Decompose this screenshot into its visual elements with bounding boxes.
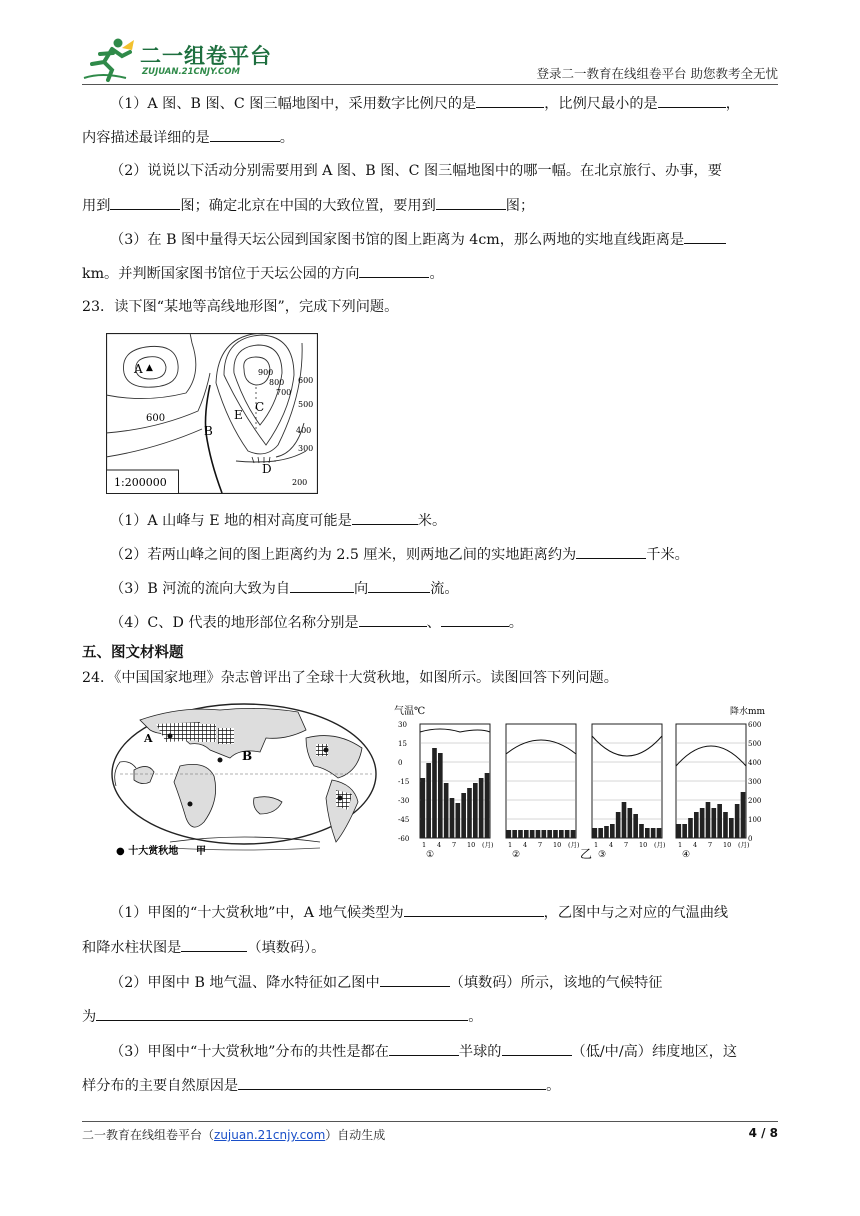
chart-label-yi: 乙 [580, 847, 593, 860]
precip-bar [657, 828, 662, 838]
precip-bar [741, 792, 746, 838]
answer-blank[interactable] [210, 127, 280, 142]
precip-bar [512, 830, 517, 838]
month-tick-label: 7 [708, 841, 713, 849]
month-tick-label: 4 [437, 841, 442, 849]
q24-part1-line2: 和降水柱状图是 （填数码）。 [82, 937, 325, 958]
site-logo[interactable] [82, 34, 282, 84]
month-tick-label: (月) [654, 841, 666, 849]
runner-logo-icon [82, 34, 140, 84]
svg-text:600: 600 [146, 413, 166, 424]
panel-number-label: ④ [682, 850, 691, 860]
contour-map-figure [106, 333, 318, 494]
precip-bar [547, 830, 552, 838]
panel-number-label: ② [512, 850, 521, 860]
precip-bar [485, 773, 490, 838]
q23-part1: （1）A 山峰与 E 地的相对高度可能是 米。 [110, 510, 446, 531]
answer-blank[interactable] [238, 1075, 546, 1090]
q24-part1-line1: （1）甲图的“十大赏秋地”中，A 地气候类型为 ，乙图中与之对应的气温曲线 [110, 902, 728, 923]
answer-blank[interactable] [502, 1041, 572, 1056]
answer-blank[interactable] [404, 902, 544, 917]
month-tick-label: 10 [467, 841, 476, 849]
climate-panel [420, 724, 494, 860]
answer-blank[interactable] [389, 1041, 459, 1056]
precip-bar [717, 804, 722, 838]
precip-bar [438, 753, 443, 838]
header-slogan[interactable]: 登录二一教育在线组卷平台 助您教考全无忧 [536, 66, 778, 81]
svg-text:800: 800 [269, 378, 285, 387]
climate-panel [676, 724, 753, 860]
precip-bar [700, 808, 705, 838]
label-b: B [204, 424, 213, 438]
svg-text:900: 900 [258, 368, 274, 377]
precip-bar [604, 826, 609, 838]
month-tick-label: 7 [538, 841, 543, 849]
map-label-jia: 甲 [196, 846, 206, 857]
precip-bar [645, 828, 650, 838]
footer-divider [82, 1121, 778, 1122]
q23-part3: （3）B 河流的流向大致为自 向 流。 [110, 578, 459, 599]
left-tick-label: -15 [398, 778, 410, 786]
chart-right-axis-title: 降水mm [730, 707, 766, 717]
q22-part1-line2: 内容描述最详细的是 。 [82, 127, 294, 148]
q22-part2-line1: （2）说说以下活动分别需要用到 A 图、B 图、C 图三幅地图中的哪一幅。在北京旅行、办事，要 [110, 163, 722, 179]
svg-text:▲: ▲ [146, 363, 153, 373]
answer-blank[interactable] [368, 578, 430, 593]
answer-blank[interactable] [476, 93, 544, 108]
precip-bar [421, 778, 426, 838]
map-legend: ● 十大赏秋地 [116, 846, 179, 857]
right-tick-label: 400 [748, 759, 762, 767]
footer-link[interactable]: zujuan.21cnjy.com [214, 1128, 326, 1142]
svg-text:400: 400 [296, 426, 312, 435]
temperature-curve [592, 736, 662, 756]
month-tick-label: 1 [508, 841, 513, 849]
label-d: D [262, 462, 272, 476]
svg-text:A: A [144, 732, 153, 745]
q22-part1-line1: （1）A 图、B 图、C 图三幅地图中，采用数字比例尺的是 ，比例尺最小的是 ， [110, 93, 740, 114]
precip-bar [622, 802, 627, 838]
q23-part2: （2）若两山峰之间的图上距离约为 2.5 厘米，则两地乙间的实地距离约为 千米。 [110, 544, 689, 565]
logo-sub-text: ZUJUAN.21CNJY.COM [142, 67, 240, 77]
right-tick-label: 600 [748, 721, 762, 729]
precip-bar [593, 828, 598, 838]
month-tick-label: (月) [482, 841, 494, 849]
header-divider [82, 84, 778, 85]
q22-part2-line2: 用到 图；确定北京在中国的大致位置，要用到 图； [82, 195, 534, 216]
month-tick-label: 4 [523, 841, 528, 849]
answer-blank[interactable] [436, 195, 506, 210]
month-tick-label: (月) [738, 841, 750, 849]
climate-charts-figure [392, 702, 770, 860]
footer-text: 二一教育在线组卷平台（zujuan.21cnjy.com）自动生成 [82, 1128, 386, 1142]
q23-title: 23．读下图“某地等高线地形图”，完成下列问题。 [82, 299, 399, 315]
right-tick-label: 500 [748, 740, 762, 748]
q22-part3-line2: km。并判断国家图书馆位于天坛公园的方向 。 [82, 263, 444, 284]
section-heading: 五、图文材料题 [82, 645, 184, 661]
precip-bar [682, 824, 687, 838]
precip-bar [456, 803, 461, 838]
answer-blank[interactable] [359, 263, 429, 278]
precip-bar [610, 824, 615, 838]
svg-text:300: 300 [298, 444, 314, 453]
answer-blank[interactable] [576, 544, 646, 559]
precip-bar [677, 824, 682, 838]
precip-bar [694, 812, 699, 838]
precip-bar [571, 830, 576, 838]
page-number: 4 / 8 [748, 1126, 778, 1140]
precip-bar [616, 812, 621, 838]
right-tick-label: 100 [748, 816, 762, 824]
month-tick-label: 1 [422, 841, 427, 849]
svg-text:200: 200 [292, 478, 308, 487]
precip-bar [565, 830, 570, 838]
answer-blank[interactable] [181, 937, 247, 952]
q24-part3-line2: 样分布的主要自然原因是 。 [82, 1075, 560, 1096]
answer-blank[interactable] [110, 195, 180, 210]
month-tick-label: 1 [594, 841, 599, 849]
left-tick-label: 15 [398, 740, 407, 748]
left-tick-label: -60 [398, 835, 410, 843]
climate-panel [592, 724, 666, 860]
temperature-curve [420, 729, 490, 732]
precip-bar [553, 830, 558, 838]
precip-bar [542, 830, 547, 838]
svg-text:B: B [242, 749, 253, 763]
answer-blank[interactable] [684, 229, 726, 244]
panel-number-label: ③ [598, 850, 607, 860]
precip-bar [633, 814, 638, 838]
answer-blank[interactable] [658, 93, 726, 108]
month-tick-label: 4 [693, 841, 698, 849]
precip-bar [467, 788, 472, 838]
precip-bar [450, 798, 455, 838]
right-tick-label: 0 [748, 835, 753, 843]
answer-blank[interactable] [352, 510, 418, 525]
right-tick-label: 200 [748, 797, 762, 805]
precip-bar [507, 830, 512, 838]
temperature-curve [676, 746, 746, 766]
answer-blank[interactable] [380, 972, 450, 987]
left-tick-label: 0 [398, 759, 403, 767]
q24-part3-line1: （3）甲图中“十大赏秋地”分布的共性是都在 半球的 （低/中/高）纬度地区，这 [110, 1041, 737, 1062]
precip-bar [530, 830, 535, 838]
month-tick-label: 10 [723, 841, 732, 849]
svg-text:600: 600 [298, 376, 314, 385]
precip-bar [639, 824, 644, 838]
answer-blank[interactable] [359, 612, 427, 627]
label-e: E [234, 408, 243, 422]
month-tick-label: 4 [609, 841, 614, 849]
label-a: A [134, 362, 143, 376]
precip-bar [735, 804, 740, 838]
precip-bar [518, 830, 523, 838]
precip-bar [426, 763, 431, 838]
q24-title: 24．《中国国家地理》杂志曾评出了全球十大赏秋地，如图所示。读图回答下列问题。 [82, 670, 618, 686]
month-tick-label: 1 [678, 841, 683, 849]
month-tick-label: 7 [452, 841, 457, 849]
climate-panel [506, 724, 580, 860]
month-tick-label: 10 [553, 841, 562, 849]
precip-bar [479, 778, 484, 838]
precip-bar [524, 830, 529, 838]
precip-bar [432, 748, 437, 838]
left-tick-label: 30 [398, 721, 407, 729]
map-scale: 1:200000 [114, 476, 167, 489]
left-tick-label: -45 [398, 816, 410, 824]
precip-bar [444, 783, 449, 838]
chart-left-axis-title: 气温℃ [394, 706, 426, 717]
temperature-curve [506, 740, 576, 754]
q22-part3-line1: （3）在 B 图中量得天坛公园到国家图书馆的图上距离为 4cm，那么两地的实地直线距离是 [110, 229, 726, 250]
svg-text:700: 700 [276, 388, 292, 397]
precip-bar [688, 818, 693, 838]
precip-bar [651, 828, 656, 838]
precip-bar [461, 793, 466, 838]
answer-blank[interactable] [441, 612, 509, 627]
precip-bar [536, 830, 541, 838]
precip-bar [628, 808, 633, 838]
answer-blank[interactable] [96, 1006, 468, 1021]
precip-bar [559, 830, 564, 838]
precip-bar [473, 783, 478, 838]
q24-part2-line1: （2）甲图中 B 地气温、降水特征如乙图中 （填数码）所示，该地的气候特征 [110, 972, 663, 993]
q23-part4: （4）C、D 代表的地形部位名称分别是 、 。 [110, 612, 523, 633]
q24-part2-line2: 为 。 [82, 1006, 482, 1027]
panel-number-label: ① [426, 850, 435, 860]
world-map-figure [110, 702, 380, 860]
logo-main-text: 二一组卷平台 [140, 44, 272, 68]
svg-text:500: 500 [298, 400, 314, 409]
precip-bar [723, 812, 728, 838]
precip-bar [706, 802, 711, 838]
precip-bar [712, 808, 717, 838]
page-header [82, 34, 778, 84]
label-c: C [255, 400, 265, 414]
right-tick-label: 300 [748, 778, 762, 786]
precip-bar [729, 818, 734, 838]
answer-blank[interactable] [290, 578, 354, 593]
precip-bar [598, 828, 603, 838]
left-tick-label: -30 [398, 797, 410, 805]
month-tick-label: 10 [639, 841, 648, 849]
month-tick-label: 7 [624, 841, 629, 849]
month-tick-label: (月) [568, 841, 580, 849]
